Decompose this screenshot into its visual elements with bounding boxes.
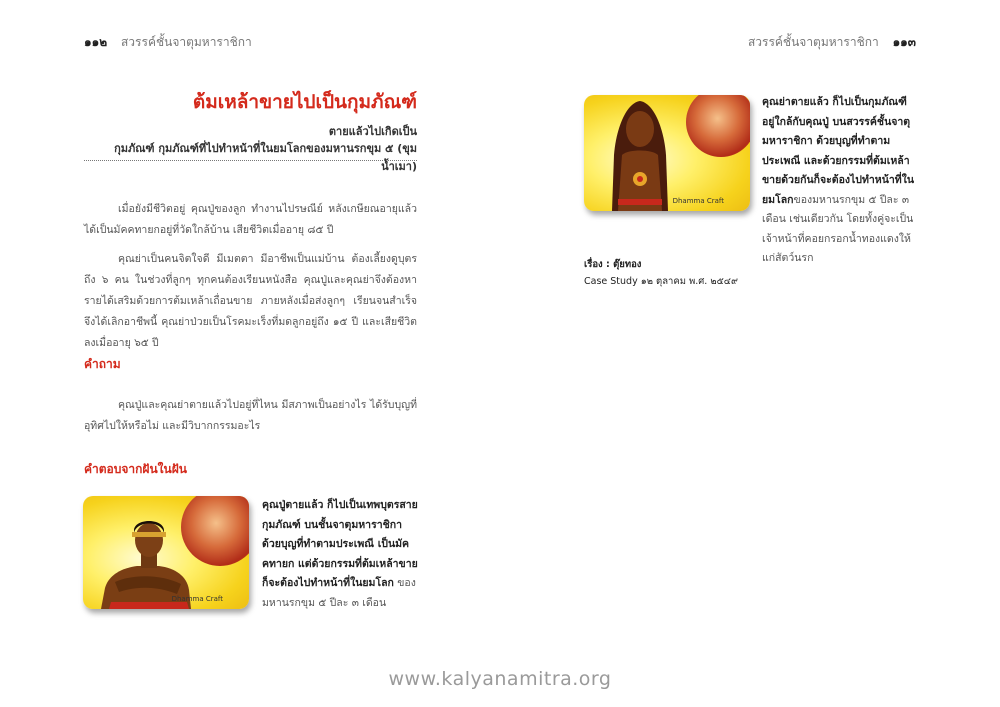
right-header-title: สวรรค์ชั้นจาตุมหาราชิกา — [747, 35, 879, 49]
grandmother-illustration — [584, 95, 750, 211]
card-logo: Dhamma Craft — [171, 595, 223, 603]
left-page-header — [84, 33, 252, 52]
grandfather-answer-bold: คุณปู่ตายแล้ว ก็ไปเป็นเทพบุตรสายกุมภัณฑ์ บนชั้นจาตุมหาราชิกา ด้วยบุญที่ทำตามประเพณี เป็นมัคคทายก แต่ด้วยกรรมที่ต้มเหล้าขาย ก็จะต้องไปทำหน้าที่ในยมโลก — [262, 499, 418, 589]
story-paragraph-1: เมื่อยังมีชีวิตอยู่ คุณปู่ของลูก ทำงานไปรษณีย์ หลังเกษียณอายุแล้ว ได้เป็นมัคคทายกอยู่ที่วัดใกล้บ้าน เสียชีวิตเมื่ออายุ ๘๕ ปี — [84, 202, 417, 236]
grandmother-answer-rest: ของมหานรกขุม ๕ ปีละ ๓ เดือน เช่นเดียวกัน โดยทั้งคู่จะเป็นเจ้าหน้าที่คอยกรอกน้ำทองแดงให้แก่สัตว์นรก — [762, 193, 914, 264]
footer-url: www.kalyanamitra.org — [388, 668, 612, 690]
grandfather-answer-rest: ของมหานรกขุม ๕ ปีละ ๓ เดือน — [262, 577, 416, 609]
right-page-header — [748, 33, 916, 52]
left-header-title: สวรรค์ชั้นจาตุมหาราชิกา — [120, 35, 252, 49]
story-credit: เรื่อง : ตุ๊ยทอง — [584, 259, 642, 270]
grandmother-answer-bold: คุณย่าตายแล้ว ก็ไปเป็นกุมภัณฑี อยู่ใกล้กับคุณปู่ บนสวรรค์ชั้นจาตุมหาราชิกา ด้วยบุญที่ทำตามประเพณี และด้วยกรรมที่ต้มเหล้าขายด้วยกันก็จะต้องไปทำหน้าที่ในยมโลก — [762, 96, 915, 206]
grandfather-illustration — [83, 496, 249, 609]
story-paragraph-2: คุณย่าเป็นคนจิตใจดี มีเมตตา มีอาชีพเป็นแม่บ้าน ต้องเลี้ยงดูบุตรถึง ๖ คน ในช่วงที่ลูกๆ ทุกคนต้องเรียนหนังสือ คุณปู่และคุณย่าจึงต้องหารายได้เสริมด้วยการต้มเหล้าเถื่อนขาย ภายหลังเมื่อส่งลูกๆ เรียนจนสำเร็จ จึงได้เลิกอาชีพนี้ คุณย่าป่วยเป็นโรคมะเร็งที่มดลูกอยู่ถึง ๑๕ ปี และเสียชีวิตลงเมื่ออายุ ๖๕ ปี — [84, 252, 417, 349]
question-heading: คำถาม — [84, 357, 121, 371]
grandmother-answer-text — [762, 93, 918, 269]
grandfather-figure — [83, 496, 249, 609]
left-page-number: ๑๑๒ — [84, 35, 108, 49]
article-subtitle-line2: กุมภัณฑ์ กุมภัณฑ์ที่ไปทำหน้าที่ในยมโลกของมหานรกขุม ๕ (ขุมน้ำเมา) — [114, 142, 417, 173]
right-page-number: ๑๑๓ — [892, 35, 916, 49]
article-subtitle-line1: ตายแล้วไปเกิดเป็น — [328, 125, 417, 138]
answer-heading: คำตอบจากฝันในฝัน — [84, 462, 187, 476]
title-divider — [84, 160, 417, 161]
article-title: ต้มเหล้าขายไปเป็นกุมภัณฑ์ — [192, 91, 417, 113]
case-study-date: Case Study ๑๒ ตุลาคม พ.ศ. ๒๕๔๙ — [584, 276, 738, 287]
question-text: คุณปู่และคุณย่าตายแล้วไปอยู่ที่ไหน มีสภาพเป็นอย่างไร ได้รับบุญที่อุทิศไปให้หรือไม่ และมีวิบากกรรมอะไร — [84, 398, 417, 432]
grandmother-figure — [584, 95, 750, 211]
grandfather-answer-text — [262, 496, 418, 613]
card-logo: Dhamma Craft — [672, 197, 724, 205]
